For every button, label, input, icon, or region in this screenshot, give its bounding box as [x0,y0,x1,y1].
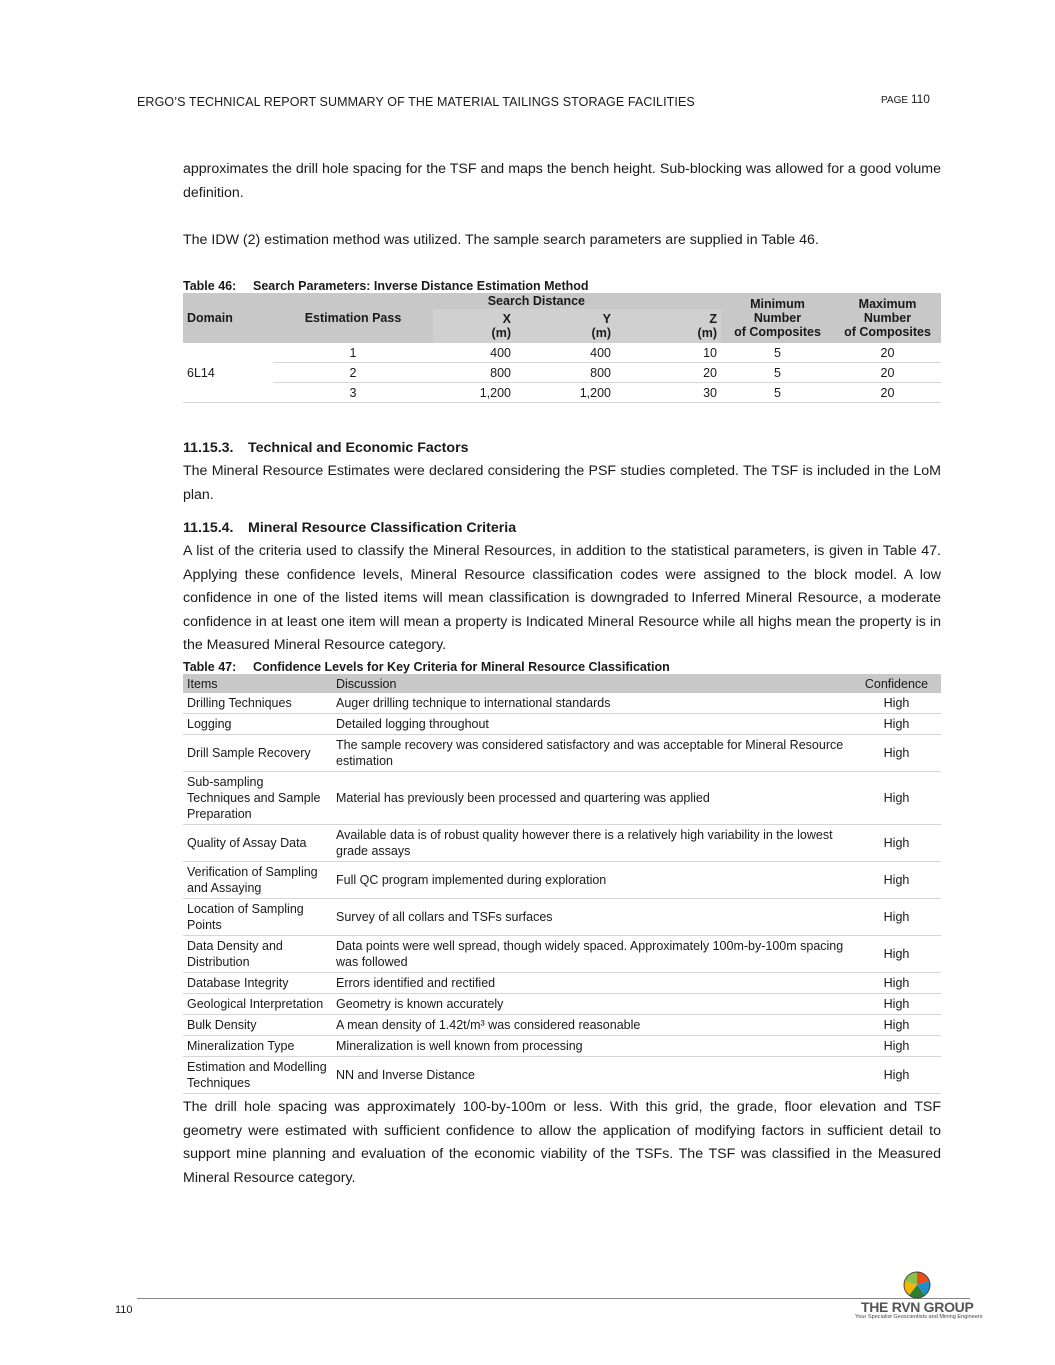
discussion-cell: Errors identified and rectified [332,973,852,994]
z-cell: 20 [615,363,721,383]
table-row [183,1015,941,1036]
table-row [183,383,941,403]
item-cell: Logging [183,714,332,735]
table-row [183,973,941,994]
table47-title: Confidence Levels for Key Criteria for Mineral Resource Classification [253,660,670,674]
confidence-cell: High [852,936,941,973]
pass-cell: 3 [273,383,433,403]
table46-label: Table 46: [183,279,237,293]
table-row [183,1036,941,1057]
confidence-cell: High [852,825,941,862]
table-row [183,936,941,973]
y-cell: 800 [515,363,615,383]
section-number: 11.15.3. [183,440,234,456]
min-cell: 5 [721,363,834,383]
confidence-cell: High [852,1057,941,1094]
x-cell: 400 [433,343,515,363]
min-cell: 5 [721,343,834,363]
item-cell: Mineralization Type [183,1036,332,1057]
confidence-cell: High [852,735,941,772]
item-cell: Drill Sample Recovery [183,735,332,772]
footer-page-number: 110 [115,1304,133,1316]
confidence-cell: High [852,862,941,899]
section-heading-technical-economic [183,438,941,458]
item-cell: Location of Sampling Points [183,899,332,936]
confidence-levels-table [183,674,941,1094]
table-row [183,343,941,363]
col-x-label: X [502,312,511,326]
item-cell: Data Density and Distribution [183,936,332,973]
confidence-cell: High [852,994,941,1015]
logo-globe-icon [902,1270,932,1300]
table47-label: Table 47: [183,660,237,674]
col-max-composites [834,293,941,343]
y-cell: 1,200 [515,383,615,403]
z-cell: 10 [615,343,721,363]
logo-name: THE RVN GROUP [861,1299,974,1315]
col-search-distance: Search Distance [433,293,615,309]
paragraph-classification-criteria: A list of the criteria used to classify the Mineral Resources, in addition to the statistical parameters, is given in Table 47. Applying these confidence levels, Mineral Resource classification codes were assigned to the block model. A low confidence in one of the listed items will mean classification is downgraded to Inferred Mineral Resource, a moderate confidence in at least one item will mean a property is Indicated Mineral Resource while all highs mean the property is in the Measured Mineral Resource category. [183,543,941,653]
pass-cell: 2 [273,363,433,383]
col-y [515,309,615,343]
pass-cell: 1 [273,343,433,363]
col-estimation-pass: Estimation Pass [273,293,433,343]
table-row [183,772,941,825]
report-header-title: ERGO’S TECHNICAL REPORT SUMMARY OF THE MATERIAL TAILINGS STORAGE FACILITIES [137,95,695,109]
x-cell: 800 [433,363,515,383]
discussion-cell: NN and Inverse Distance [332,1057,852,1094]
col-z [615,309,721,343]
col-z-label: Z [709,312,717,326]
table-row [183,1057,941,1094]
discussion-cell: Material has previously been processed and quartering was applied [332,772,852,825]
item-cell: Verification of Sampling and Assaying [183,862,332,899]
header-page-label [881,92,930,106]
item-cell: Geological Interpretation [183,994,332,1015]
col-y-unit: (m) [591,326,611,340]
table-row [183,363,941,383]
confidence-cell: High [852,973,941,994]
discussion-cell: The sample recovery was considered satisfactory and was acceptable for Mineral Resource estimation [332,735,852,772]
col-items: Items [183,674,332,693]
table-row [183,735,941,772]
section-number: 11.15.4. [183,520,234,536]
max-cell: 20 [834,383,941,403]
item-cell: Quality of Assay Data [183,825,332,862]
confidence-cell: High [852,772,941,825]
header-page-number: 110 [910,92,930,106]
paragraph-technical-economic: The Mineral Resource Estimates were declared considering the PSF studies completed. The TSF is included in the LoM plan. [183,463,941,503]
domain-cell: 6L14 [183,343,273,403]
confidence-cell: High [852,1036,941,1057]
item-cell: Estimation and Modelling Techniques [183,1057,332,1094]
table-row [183,899,941,936]
discussion-cell: Geometry is known accurately [332,994,852,1015]
z-cell: 30 [615,383,721,403]
table-row [183,994,941,1015]
page-prefix: PAGE [881,95,909,106]
discussion-cell: Survey of all collars and TSFs surfaces [332,899,852,936]
col-max-composites-line1: Maximum Number [858,297,917,325]
table47-caption [183,660,941,674]
confidence-cell: High [852,1015,941,1036]
footer-rule [137,1298,970,1299]
paragraph-idw-method: The IDW (2) estimation method was utilized. The sample search parameters are supplied in Table 46. [183,232,819,248]
item-cell: Drilling Techniques [183,693,332,714]
col-min-composites [721,293,834,343]
item-cell: Database Integrity [183,973,332,994]
col-discussion: Discussion [332,674,852,693]
discussion-cell: Mineralization is well known from processing [332,1036,852,1057]
col-min-composites-line1: Minimum Number [750,297,805,325]
discussion-cell: A mean density of 1.42t/m³ was considered reasonable [332,1015,852,1036]
table46-title: Search Parameters: Inverse Distance Estimation Method [253,279,589,293]
table46-caption [183,279,941,293]
col-y-label: Y [602,312,611,326]
item-cell: Sub-sampling Techniques and Sample Preparation [183,772,332,825]
table-row [183,825,941,862]
confidence-cell: High [852,714,941,735]
table-row [183,693,941,714]
y-cell: 400 [515,343,615,363]
logo-tagline: Your Specialist Geoscientists and Mining Engineers [855,1314,983,1320]
confidence-cell: High [852,899,941,936]
table-row [183,714,941,735]
confidence-cell: High [852,693,941,714]
min-cell: 5 [721,383,834,403]
col-z-unit: (m) [697,326,717,340]
section-title: Mineral Resource Classification Criteria [248,520,517,536]
max-cell: 20 [834,343,941,363]
table-row [183,862,941,899]
item-cell: Bulk Density [183,1015,332,1036]
discussion-cell: Data points were well spread, though widely spaced. Approximately 100m-by-100m spacing was followed [332,936,852,973]
discussion-cell: Available data is of robust quality however there is a relatively high variability in the lowest grade assays [332,825,852,862]
col-x [433,309,515,343]
col-min-composites-line2: of Composites [734,325,821,339]
paragraph-measured-classification: The drill hole spacing was approximately 100-by-100m or less. With this grid, the grade, floor elevation and TSF geometry were estimated with sufficient confidence to allow the application of modifying factors in sufficient detail to support mine planning and evaluation of the economic viability of the TSFs. The TSF was classified in the Measured Mineral Resource category. [183,1099,941,1186]
paragraph-volume-definition: approximates the drill hole spacing for the TSF and maps the bench height. Sub-blocking was allowed for a good volume definition. [183,161,941,201]
rvn-group-logo [855,1270,983,1325]
section-heading-classification-criteria [183,518,941,538]
col-domain: Domain [183,293,273,343]
section-title: Technical and Economic Factors [248,440,469,456]
discussion-cell: Full QC program implemented during exploration [332,862,852,899]
x-cell: 1,200 [433,383,515,403]
discussion-cell: Detailed logging throughout [332,714,852,735]
discussion-cell: Auger drilling technique to international standards [332,693,852,714]
col-max-composites-line2: of Composites [844,325,931,339]
search-parameters-table [183,293,941,403]
col-x-unit: (m) [491,326,511,340]
max-cell: 20 [834,363,941,383]
col-confidence: Confidence [852,674,941,693]
